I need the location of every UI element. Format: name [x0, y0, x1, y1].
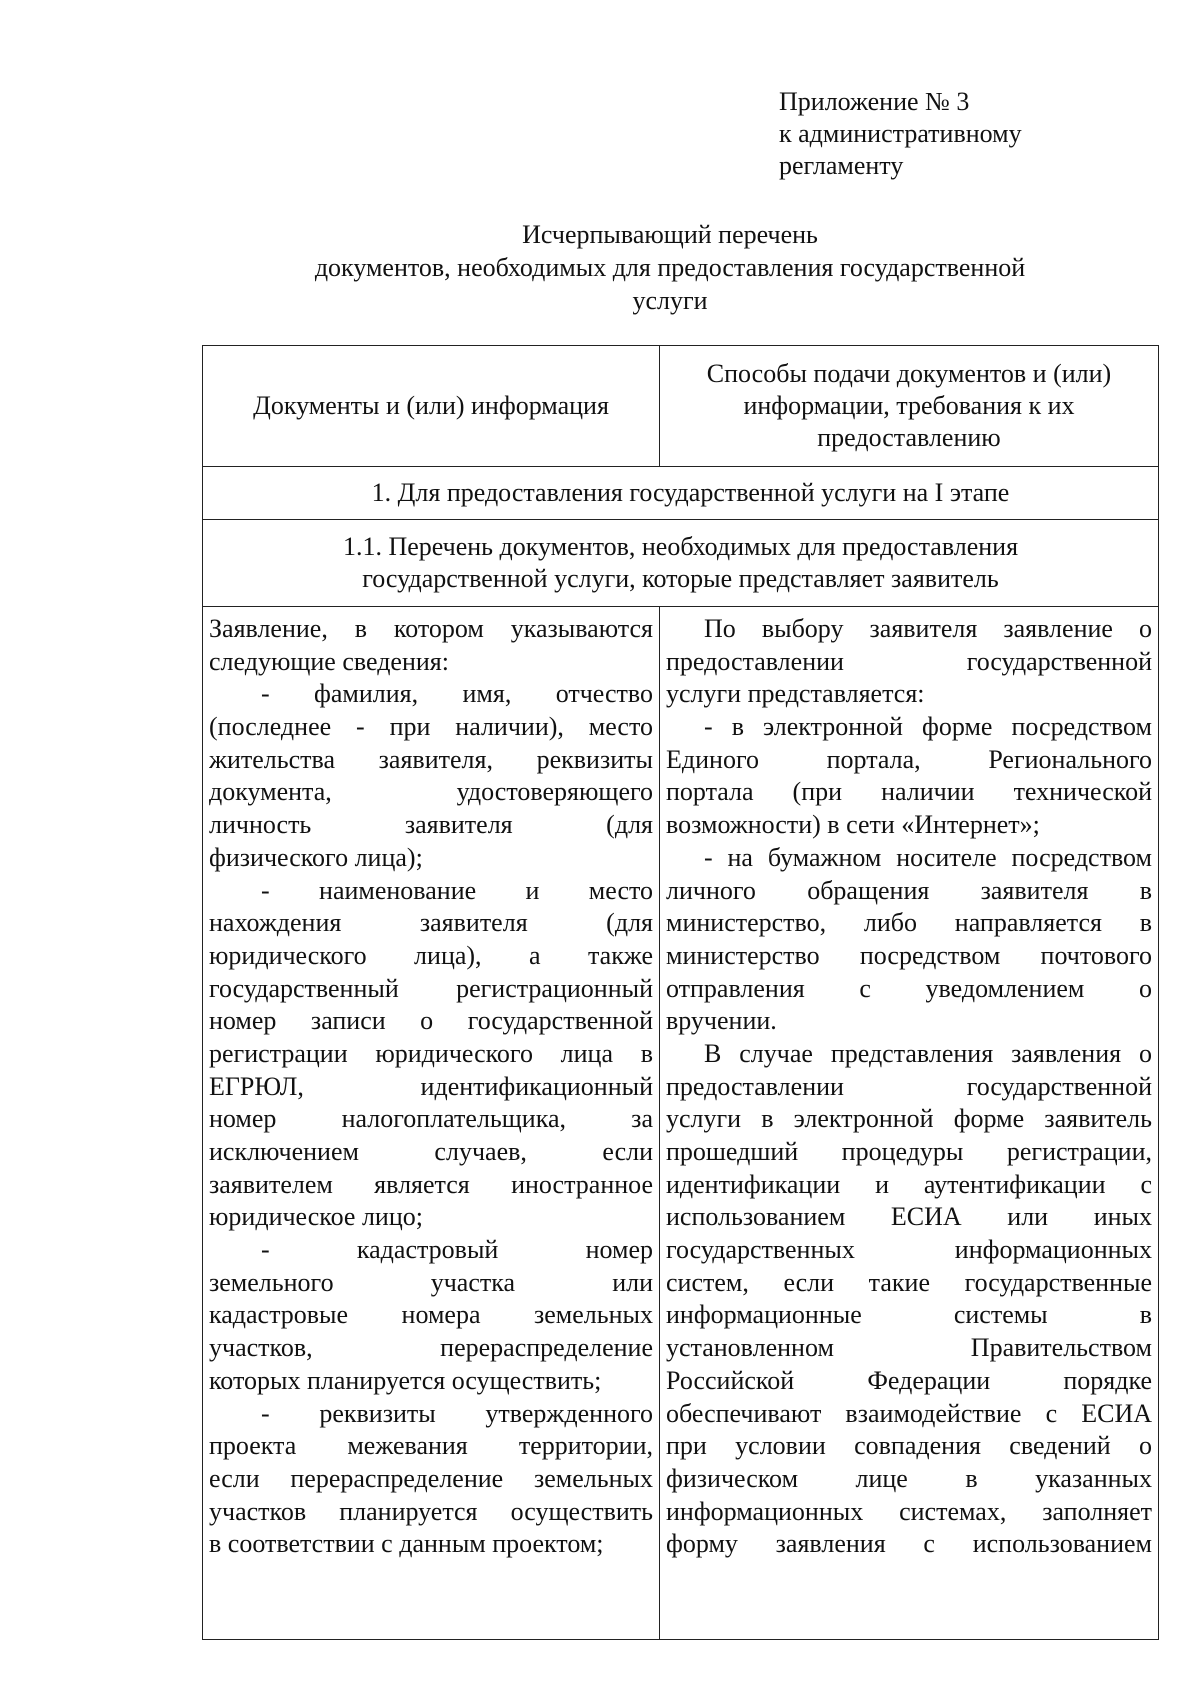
methods-text-line: обеспечивают взаимодействие с ЕСИА	[666, 1398, 1152, 1428]
methods-text-line: - в электронной форме посредством	[704, 712, 1152, 742]
methods-text-line: государственных информационных	[666, 1235, 1152, 1265]
methods-text-line: услуги в электронной форме заявитель	[666, 1104, 1152, 1134]
title-line: услуги	[632, 286, 708, 315]
methods-text-line: услуги представляется:	[666, 679, 925, 709]
documents-text-line: - реквизиты утвержденного	[261, 1398, 653, 1428]
documents-text-line: если перераспределение земельных	[209, 1463, 653, 1493]
methods-text-line: возможности) в сети «Интернет»;	[666, 810, 1040, 840]
section-1-label: 1. Для предоставления государственной услуги на I этапе	[371, 478, 1010, 507]
section-1-1-line: 1.1. Перечень документов, необходимых для предоставления	[342, 532, 1019, 561]
subsection-row	[203, 520, 1159, 607]
header-methods-line: информации, требования к их	[743, 391, 1075, 420]
header-methods	[660, 346, 1159, 467]
methods-text-line: - на бумажном носителе посредством	[704, 842, 1152, 872]
methods-text-line: прошедший процедуры регистрации,	[666, 1137, 1152, 1166]
documents-cell	[203, 607, 660, 1640]
title-line: Исчерпывающий перечень	[522, 220, 818, 249]
documents-text-line: ЕГРЮЛ, идентификационный	[209, 1071, 653, 1101]
documents-text-line: государственный регистрационный	[209, 973, 653, 1003]
table-row	[203, 607, 1159, 1640]
documents-table	[202, 345, 1159, 1640]
documents-text-line: документа, удостоверяющего	[209, 777, 653, 807]
methods-text-line: личного обращения заявителя в	[666, 875, 1152, 905]
documents-text-line: - кадастровый номер	[261, 1235, 653, 1265]
methods-text-line: систем, если такие государственные	[666, 1267, 1152, 1297]
methods-text-line: министерство, либо направляется в	[666, 908, 1152, 938]
methods-text-line: информационные системы в	[666, 1300, 1152, 1330]
methods-text-line: предоставлении государственной	[666, 1071, 1152, 1101]
methods-text-line: отправления с уведомлением о	[666, 973, 1152, 1003]
documents-text-line: физического лица);	[209, 842, 423, 872]
documents-text-line: личность заявителя (для	[209, 810, 653, 840]
documents-text-line: - наименование и место	[261, 875, 653, 905]
methods-text-line: физическом лице в указанных	[666, 1463, 1152, 1493]
documents-text-line: - фамилия, имя, отчество	[261, 679, 653, 709]
methods-text-line: предоставлении государственной	[666, 646, 1152, 676]
documents-text-line: участков, перераспределение	[209, 1333, 653, 1363]
documents-text-line: юридическое лицо;	[209, 1202, 423, 1232]
documents-text-line: Заявление, в котором указываются	[209, 614, 653, 643]
documents-text-line: (последнее - при наличии), место	[209, 712, 653, 742]
methods-text-line: вручении.	[666, 1006, 777, 1036]
methods-text-line: установленном Правительством	[666, 1333, 1152, 1363]
documents-text-line: участков планируется осуществить	[209, 1496, 653, 1526]
documents-text-line: регистрации юридического лица в	[209, 1038, 653, 1068]
appendix-line: регламенту	[779, 151, 904, 180]
methods-text-line: портала (при наличии технической	[666, 777, 1152, 807]
appendix-block	[779, 86, 1022, 182]
methods-text-line: Российской Федерации порядке	[666, 1365, 1152, 1395]
documents-text-line: юридического лица), а также	[209, 940, 653, 970]
documents-text-line: которых планируется осуществить;	[209, 1365, 602, 1395]
section-1-heading	[203, 467, 1159, 520]
documents-text-line: нахождения заявителя (для	[209, 908, 653, 938]
methods-text-line: В случае представления заявления о	[704, 1038, 1152, 1068]
header-methods-line: предоставлению	[817, 423, 1001, 452]
documents-text-line: кадастровые номера земельных	[209, 1300, 653, 1330]
documents-text-line: номер налогоплательщика, за	[209, 1104, 653, 1134]
documents-text-line: в соответствии с данным проектом;	[209, 1529, 604, 1559]
methods-text-line: По выбору заявителя заявление о	[704, 614, 1152, 643]
documents-text-line: исключением случаев, если	[209, 1137, 653, 1166]
header-methods-line: Способы подачи документов и (или)	[706, 359, 1112, 388]
document-title	[260, 218, 1080, 317]
header-documents	[203, 346, 660, 467]
methods-text-line: форму заявления с использованием	[666, 1529, 1152, 1559]
documents-text-line: земельного участка или	[209, 1267, 653, 1297]
header-documents-label: Документы и (или) информация	[253, 391, 609, 420]
methods-text-line: министерство посредством почтового	[666, 940, 1152, 970]
section-1-1-heading	[203, 520, 1159, 607]
methods-cell	[660, 607, 1159, 1640]
methods-text-line: при условии совпадения сведений о	[666, 1431, 1152, 1461]
methods-text-line: использованием ЕСИА или иных	[666, 1202, 1152, 1232]
table-header-row	[203, 346, 1159, 467]
documents-text-line: проекта межевания территории,	[209, 1431, 653, 1461]
documents-text-line: жительства заявителя, реквизиты	[209, 744, 653, 774]
documents-text-line: заявителем является иностранное	[209, 1169, 653, 1199]
appendix-line: Приложение № 3	[779, 87, 970, 116]
appendix-line: к административному	[779, 119, 1022, 148]
methods-text-line: идентификации и аутентификации с	[666, 1169, 1152, 1199]
methods-text-line: Единого портала, Регионального	[666, 744, 1152, 774]
documents-text-line: следующие сведения:	[209, 646, 449, 676]
section-1-1-line: государственной услуги, которые представляет заявитель	[362, 564, 999, 593]
title-line: документов, необходимых для предоставления государственной	[314, 253, 1026, 282]
methods-text-line: информационных системах, заполняет	[666, 1496, 1152, 1526]
documents-text-line: номер записи о государственной	[209, 1006, 653, 1036]
section-row	[203, 467, 1159, 520]
